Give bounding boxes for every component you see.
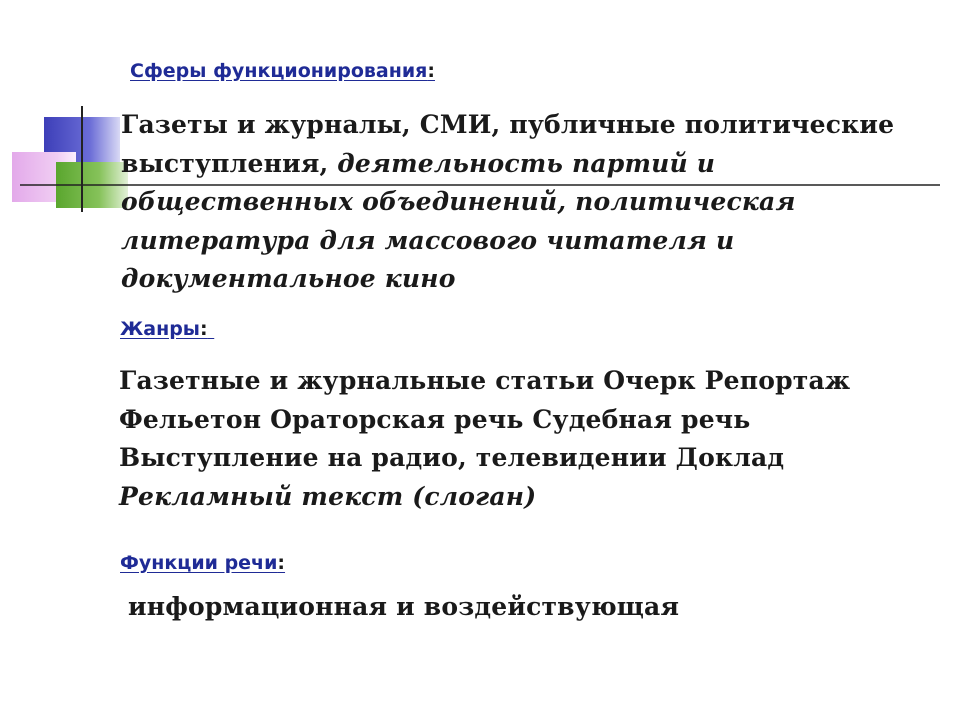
spheres-text bbox=[121, 106, 921, 299]
heading-spheres bbox=[130, 60, 435, 82]
heading-functions-label: Функции речи bbox=[120, 552, 278, 574]
heading-genres-label: Жанры bbox=[120, 318, 200, 340]
heading-genres bbox=[120, 318, 214, 340]
spheres-text-plain: Газеты и журналы, СМИ, публичные политические выступления, bbox=[121, 110, 895, 178]
heading-spheres-colon: : bbox=[427, 60, 435, 82]
genres-text-italic: Рекламный текст (слоган) bbox=[119, 481, 537, 511]
heading-functions-colon: : bbox=[277, 552, 286, 574]
heading-functions bbox=[120, 552, 285, 574]
spheres-text-italic: деятельность партий и общественных объединений, политическая литература для массового читателя и документальное кино bbox=[121, 148, 796, 293]
genres-text-plain: Газетные и журнальные статьи Очерк Репортаж Фельетон Ораторская речь Судебная речь Выступление на радио, телевидении Доклад bbox=[119, 366, 851, 472]
functions-text-value: информационная и воздействующая bbox=[128, 592, 680, 621]
functions-text bbox=[128, 588, 888, 627]
heading-spheres-label: Сферы функционирования bbox=[130, 60, 428, 82]
genres-text bbox=[119, 362, 879, 516]
heading-genres-colon: : bbox=[200, 318, 208, 340]
